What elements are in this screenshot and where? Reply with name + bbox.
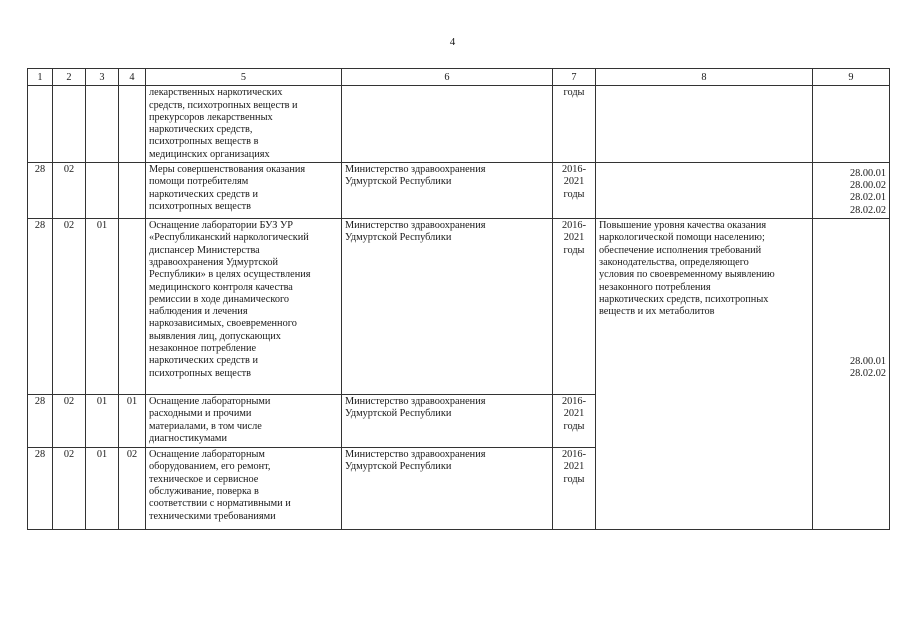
- header-col-3: 3: [86, 69, 119, 86]
- measure-description-line: ремиссии в ходе динамического: [149, 293, 290, 305]
- measure-description-line: психотропных веществ в: [149, 136, 259, 148]
- header-col-5: 5: [146, 69, 342, 86]
- responsible-executor-line: Министерство здравоохранения: [345, 396, 486, 408]
- section-code: 28: [28, 219, 53, 395]
- program-table: [27, 68, 890, 530]
- section-code: 28: [28, 163, 53, 219]
- table-row: [28, 163, 890, 219]
- responsible-executor-line: Удмуртской Республики: [345, 232, 452, 244]
- expected-result-line: незаконного потребления: [599, 281, 711, 293]
- responsible-executor-line: Удмуртской Республики: [345, 176, 452, 188]
- table-row: [28, 86, 890, 163]
- implementation-period-line: 2021: [563, 232, 585, 244]
- responsible-executor: [342, 395, 553, 448]
- measure-description-line: помощи потребителям: [149, 176, 249, 188]
- implementation-period-line: 2016-: [561, 396, 587, 408]
- measure-description-line: материалами, в том числе: [149, 420, 262, 432]
- section-code: 28: [28, 448, 53, 530]
- implementation-period: [553, 219, 596, 395]
- measure-description-line: наркотических средств и: [149, 355, 258, 367]
- measure-description-line: Оснащение лабораторным: [149, 449, 265, 461]
- indicator-codes-line: 28.02.01: [849, 192, 886, 204]
- implementation-period-line: годы: [563, 188, 585, 200]
- responsible-executor-line: Министерство здравоохранения: [345, 449, 486, 461]
- item-code: [86, 163, 119, 219]
- responsible-executor-line: Министерство здравоохранения: [345, 164, 486, 176]
- responsible-executor: [342, 163, 553, 219]
- implementation-period-line: 2016-: [561, 220, 587, 232]
- implementation-period-line: годы: [563, 87, 585, 99]
- header-col-8: 8: [596, 69, 813, 86]
- header-col-9: 9: [813, 69, 890, 86]
- subitem-code: [119, 86, 146, 163]
- measure-description-line: психотропных веществ: [149, 367, 252, 379]
- indicator-codes: [813, 163, 890, 219]
- responsible-executor-line: Удмуртской Республики: [345, 408, 452, 420]
- implementation-period-line: 2021: [563, 408, 585, 420]
- indicator-codes-line: 28.00.01: [849, 167, 886, 179]
- page-number: 4: [449, 36, 456, 48]
- measure-description-line: Оснащение лабораторными: [149, 396, 271, 408]
- indicator-codes-line: 28.00.02: [849, 180, 886, 192]
- expected-result-line: законодательства, определяющего: [599, 256, 749, 268]
- measure-description-line: расходными и прочими: [149, 408, 252, 420]
- item-code: 01: [86, 448, 119, 530]
- implementation-period-line: годы: [563, 473, 585, 485]
- subitem-code: 01: [119, 395, 146, 448]
- subitem-code: [119, 219, 146, 395]
- table-row: [28, 219, 890, 395]
- implementation-period: [553, 86, 596, 163]
- responsible-executor: [342, 448, 553, 530]
- implementation-period-line: 2021: [563, 176, 585, 188]
- subsection-code: [53, 86, 86, 163]
- responsible-executor-line: Удмуртской Республики: [345, 461, 452, 473]
- expected-result: [596, 219, 813, 530]
- subsection-code: 02: [53, 448, 86, 530]
- measure-description-line: наркозависимых, своевременного: [149, 318, 297, 330]
- implementation-period-line: 2021: [563, 461, 585, 473]
- implementation-period-line: годы: [563, 244, 585, 256]
- indicator-codes: [813, 219, 890, 530]
- measure-description: [146, 163, 342, 219]
- measure-description: [146, 219, 342, 395]
- subsection-code: 02: [53, 163, 86, 219]
- measure-description-line: техническое и сервисное: [149, 473, 259, 485]
- measure-description-line: медицинского контроля качества: [149, 281, 293, 293]
- header-row: [28, 69, 890, 86]
- measure-description: [146, 395, 342, 448]
- expected-result-line: обеспечение исполнения требований: [599, 244, 762, 256]
- section-code: [28, 86, 53, 163]
- measure-description-line: Оснащение лаборатории БУЗ УР: [149, 220, 294, 232]
- responsible-executor: [342, 219, 553, 395]
- measure-description-line: здравоохранения Удмуртской: [149, 256, 279, 268]
- indicator-codes-line: 28.02.02: [849, 368, 886, 380]
- subsection-code: 02: [53, 395, 86, 448]
- expected-result-line: наркотических средств, психотропных: [599, 293, 769, 305]
- measure-description-line: техническими требованиями: [149, 510, 276, 522]
- measure-description-line: незаконное потребление: [149, 343, 257, 355]
- header-col-7: 7: [553, 69, 596, 86]
- measure-description-line: диспансер Министерства: [149, 244, 260, 256]
- header-col-4: 4: [119, 69, 146, 86]
- measure-description-line: соответствии с нормативными и: [149, 498, 291, 510]
- measure-description: [146, 448, 342, 530]
- implementation-period-line: 2016-: [561, 449, 587, 461]
- measure-description-line: Республики» в целях осуществления: [149, 269, 311, 281]
- expected-result: [596, 86, 813, 163]
- subitem-code: [119, 163, 146, 219]
- indicator-codes-group: [816, 220, 886, 381]
- implementation-period-line: 2016-: [561, 164, 587, 176]
- measure-description-line: медицинских организациях: [149, 148, 270, 160]
- measure-description-line: наркотических средств,: [149, 124, 253, 136]
- measure-description-line: средств, психотропных веществ и: [149, 99, 298, 111]
- responsible-executor: [342, 86, 553, 163]
- header-col-1: 1: [28, 69, 53, 86]
- expected-result-line: наркологической помощи населению;: [599, 232, 765, 244]
- item-code: [86, 86, 119, 163]
- implementation-period-line: годы: [563, 420, 585, 432]
- section-code: 28: [28, 395, 53, 448]
- measure-description-line: выявления лиц, допускающих: [149, 330, 281, 342]
- measure-description-line: наркотических средств и: [149, 188, 258, 200]
- measure-description-line: «Республиканский наркологический: [149, 232, 309, 244]
- header-col-2: 2: [53, 69, 86, 86]
- header-col-6: 6: [342, 69, 553, 86]
- indicator-codes-line: 28.02.02: [849, 204, 886, 216]
- implementation-period: [553, 448, 596, 530]
- item-code: 01: [86, 395, 119, 448]
- measure-description-line: обслуживание, поверка в: [149, 485, 259, 497]
- measure-description: [146, 86, 342, 163]
- item-code: 01: [86, 219, 119, 395]
- measure-description-line: наблюдения и лечения: [149, 306, 248, 318]
- implementation-period: [553, 163, 596, 219]
- measure-description-line: Меры совершенствования оказания: [149, 164, 306, 176]
- measure-description-line: психотропных веществ: [149, 200, 252, 212]
- indicator-codes-line: 28.00.01: [849, 356, 886, 368]
- subitem-code: 02: [119, 448, 146, 530]
- expected-result: [596, 163, 813, 219]
- responsible-executor-line: Министерство здравоохранения: [345, 220, 486, 232]
- expected-result-line: условия по своевременному выявлению: [599, 269, 775, 281]
- expected-result-line: веществ и их метаболитов: [599, 306, 715, 318]
- measure-description-line: оборудованием, его ремонт,: [149, 461, 271, 473]
- implementation-period: [553, 395, 596, 448]
- measure-description-line: лекарственных наркотических: [149, 87, 283, 99]
- measure-description-line: прекурсоров лекарственных: [149, 111, 273, 123]
- subsection-code: 02: [53, 219, 86, 395]
- expected-result-line: Повышение уровня качества оказания: [599, 220, 767, 232]
- indicator-codes: [813, 86, 890, 163]
- measure-description-line: диагностикумами: [149, 432, 227, 444]
